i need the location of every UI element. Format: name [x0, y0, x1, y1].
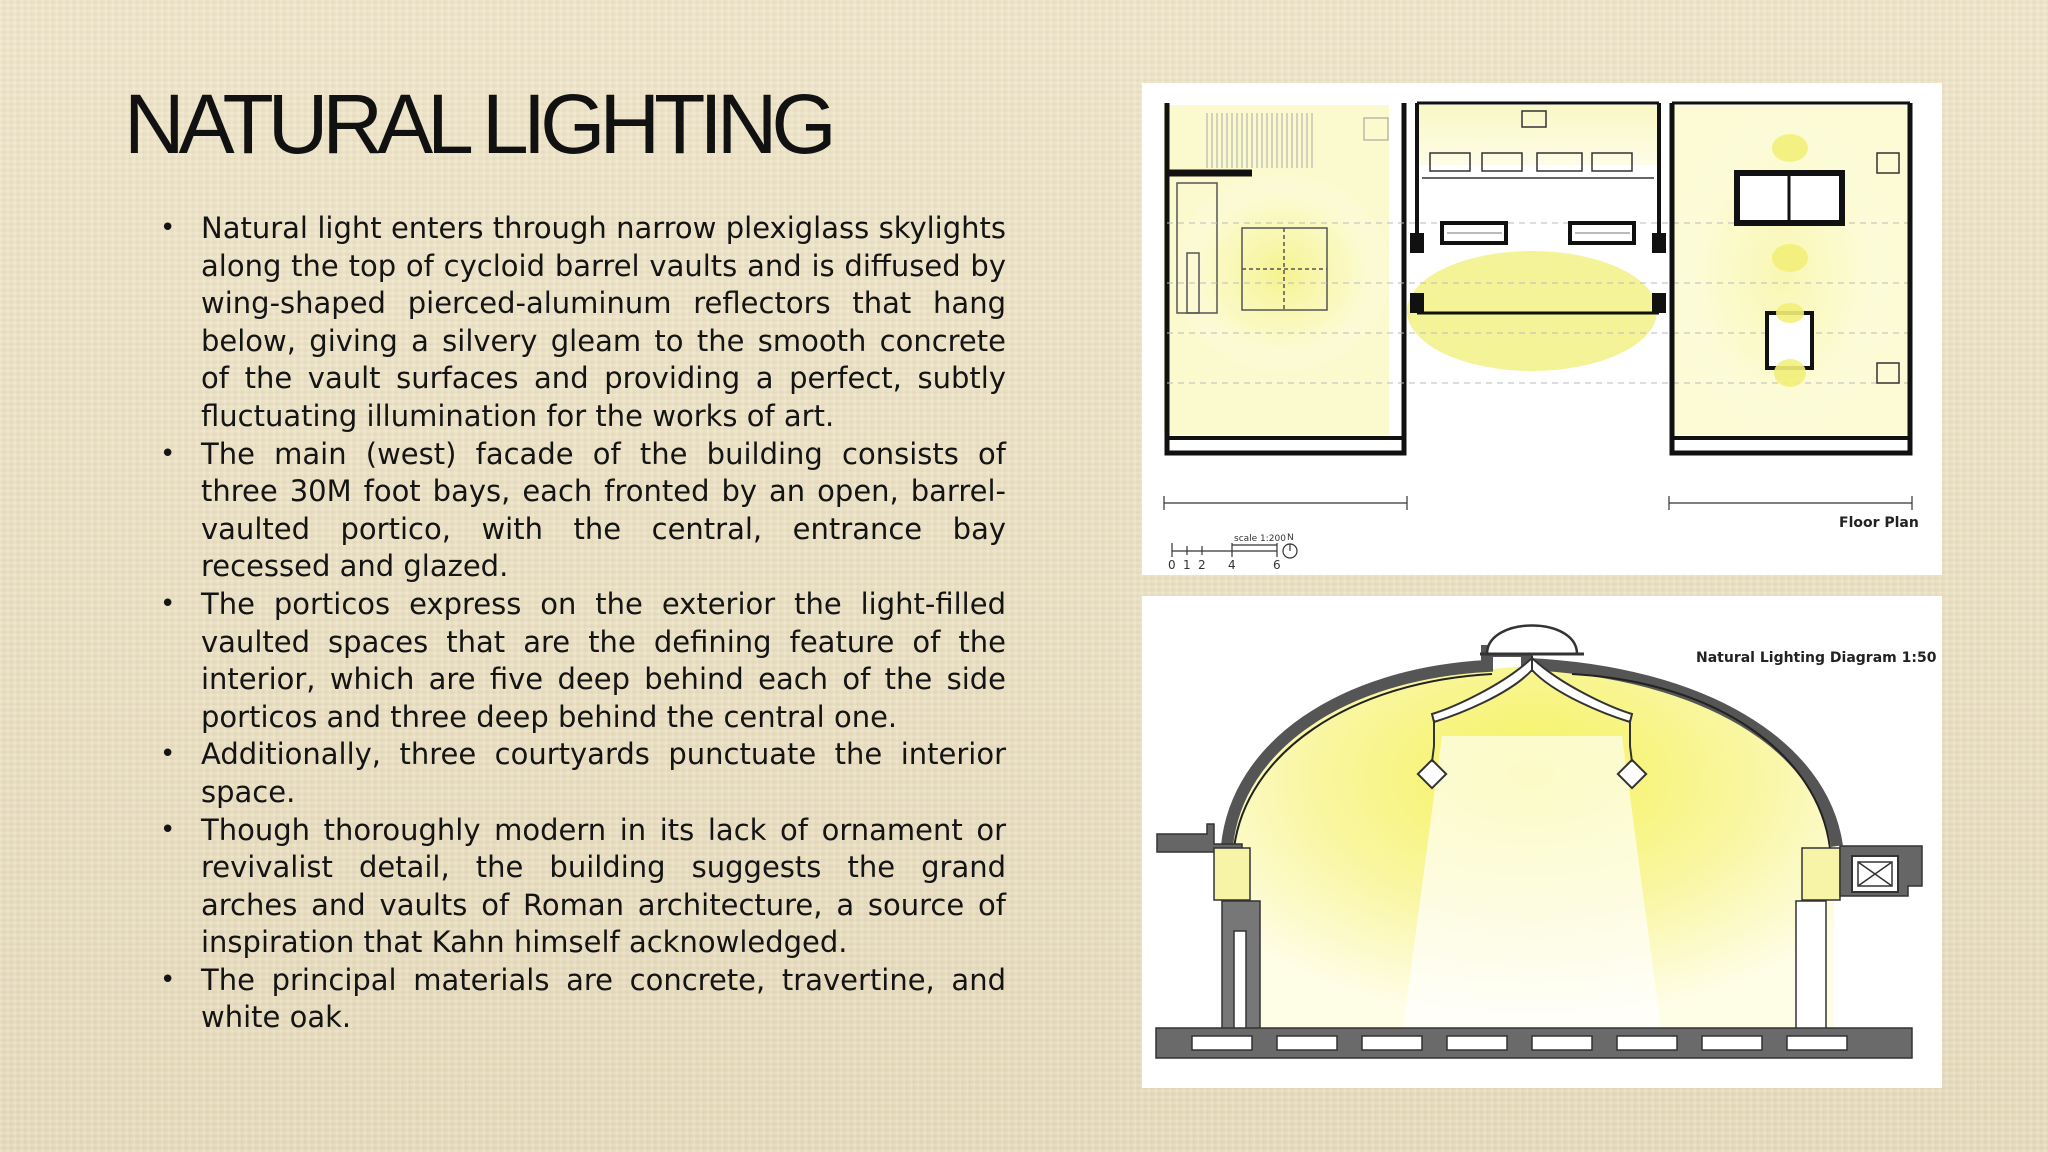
- scale-tick-6: 6: [1273, 558, 1281, 572]
- bullet-item: • Additionally, three courtyards punctuate the interior space.: [160, 736, 1006, 811]
- central-skylight-glow: [1407, 251, 1657, 371]
- section-label: Natural Lighting Diagram 1:50: [1696, 650, 1937, 666]
- scale-tick-4: 4: [1228, 558, 1236, 572]
- bullet-item: • The main (west) facade of the building consists of three 30M foot bays, each fronted by an open, barrel-vaulted portico, with the central, entrance bay recessed and glazed.: [160, 436, 1006, 586]
- lighting-section-svg: [1142, 596, 1942, 1088]
- bullet-item: • Natural light enters through narrow plexiglass skylights along the top of cycloid barrel vaults and is diffused by wing-shaped pierced-aluminum reflectors that hang below, giving a silvery gleam to the smooth concrete of the vault surfaces and providing a perfect, subtly fluctuating illumination for the works of art.: [160, 210, 1006, 436]
- light-beam-center: [1402, 736, 1662, 1036]
- scale-tick-0: 0: [1168, 558, 1176, 572]
- bullet-item: • Though thoroughly modern in its lack of ornament or revivalist detail, the building suggests the grand arches and vaults of Roman architecture, a source of inspiration that Kahn himself acknowledged.: [160, 812, 1006, 962]
- lighting-section-drawing: [1142, 596, 1942, 1088]
- floor-plan-svg: [1142, 83, 1942, 575]
- skylight-dome: [1487, 626, 1577, 655]
- scale-text: scale 1:200: [1234, 534, 1286, 544]
- north-label: N: [1287, 533, 1294, 543]
- dimension-lines: [1164, 496, 1912, 510]
- scale-bar: [1172, 543, 1297, 558]
- floor-plan-label: Floor Plan: [1839, 515, 1919, 531]
- left-court-glow: [1172, 173, 1392, 373]
- floor-plan-drawing: [1142, 83, 1942, 575]
- bullet-item: • The porticos express on the exterior the light-filled vaulted spaces that are the defining feature of the interior, which are five deep behind each of the side porticos and three deep behind the central one.: [160, 586, 1006, 736]
- bullet-list: [160, 210, 1006, 1037]
- right-duct: [1796, 846, 1922, 1041]
- bullet-item: • The principal materials are concrete, travertine, and white oak.: [160, 962, 1006, 1037]
- scale-tick-1: 1: [1183, 558, 1191, 572]
- left-gutter: [1157, 824, 1260, 1041]
- scale-tick-2: 2: [1198, 558, 1206, 572]
- page-title: NATURAL LIGHTING: [124, 77, 831, 171]
